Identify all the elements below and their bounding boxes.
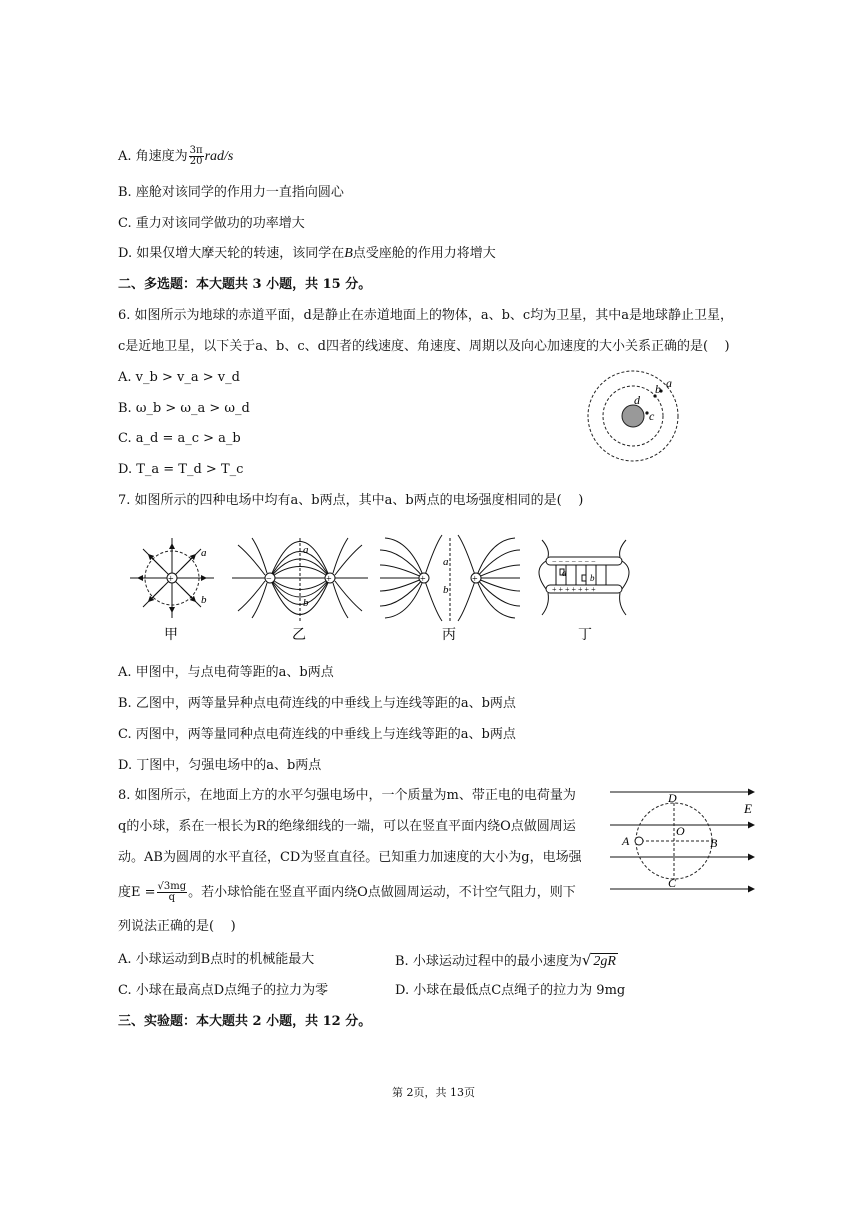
label-c: c — [649, 409, 655, 423]
label-B: B — [710, 836, 718, 850]
q8-line4-post: 。若小球恰能在竖直平面内绕O点做圆周运动，不计空气阻力，则下 — [188, 885, 576, 900]
q8-line4-pre: 度E = — [118, 885, 156, 900]
q5-option-a-unit: rad/s — [204, 149, 234, 164]
q8-stem-line1: 8. 如图所示，在地面上方的水平匀强电场中，一个质量为m、带正电的电荷量为 — [118, 788, 576, 803]
caption-bing: 丙 — [442, 628, 456, 643]
q7-figure-yi — [230, 535, 370, 645]
q6-stem-line1: 6. 如图所示为地球的赤道平面，d是静止在赤道地面上的物体，a、b、c均为卫星，其中a是地球静止卫星， — [118, 308, 733, 323]
q8-stem-line2: q的小球，系在一根长为R的绝缘细线的一端，可以在竖直平面内绕O点做圆周运 — [118, 819, 576, 834]
q5-option-d-text: D. 如果仅增大摩天轮的转速，该同学在 — [118, 246, 345, 261]
q8-option-a: A. 小球运动到B点时的机械能最大 — [118, 952, 315, 967]
label-b: b — [655, 382, 661, 396]
q7-option-d: D. 丁图中，匀强电场中的a、b两点 — [118, 758, 322, 773]
q8-stem-line4 — [118, 882, 576, 903]
label-O: O — [676, 824, 685, 838]
svg-text:a: a — [303, 544, 309, 556]
q7-figure-ding — [532, 535, 632, 645]
q8-option-b-text: B. 小球运动过程中的最小速度为 — [395, 954, 582, 969]
label-a: a — [666, 376, 672, 390]
sqrt-sign: √ — [581, 951, 592, 969]
svg-text:+: + — [326, 574, 332, 585]
q8-circle-figure — [608, 787, 758, 897]
earth — [622, 405, 644, 427]
q8-option-b — [395, 951, 618, 971]
fraction-denominator: q — [168, 892, 176, 903]
fraction-numerator: 3π — [189, 145, 203, 156]
caption-jia: 甲 — [164, 628, 178, 643]
q5-option-a — [118, 146, 233, 167]
caption-ding: 丁 — [578, 628, 592, 643]
q8-efield-fraction — [157, 882, 188, 903]
q8-option-d: D. 小球在最低点C点绳子的拉力为 9mg — [395, 983, 626, 998]
q6-stem-line2: c是近地卫星，以下关于a、b、c、d四者的线速度、角速度、周期以及向心加速度的大小关系正确的是( ) — [118, 339, 730, 354]
svg-text:a: a — [562, 568, 567, 578]
q5-option-c: C. 重力对该同学做功的功率增大 — [118, 216, 305, 231]
label-E: E — [744, 801, 752, 816]
svg-text:a: a — [443, 556, 449, 568]
svg-text:b: b — [201, 594, 207, 606]
q5-option-a-text: A. 角速度为 — [118, 149, 188, 164]
q5-option-a-fraction — [189, 146, 204, 167]
svg-text:a: a — [201, 547, 207, 559]
caption-yi: 乙 — [292, 628, 306, 643]
svg-text:− − − − − − −: − − − − − − − — [552, 557, 596, 566]
q6-orbit-figure — [585, 368, 685, 468]
sqrt-radicand: 2gR — [593, 954, 616, 969]
svg-text:+: + — [420, 574, 426, 585]
q8-option-c: C. 小球在最高点D点绳子的拉力为零 — [118, 983, 329, 998]
q7-option-c: C. 丙图中，两等量同种点电荷连线的中垂线上与连线等距的a、b两点 — [118, 727, 516, 742]
svg-text:+: + — [168, 574, 174, 585]
svg-text:b: b — [590, 573, 595, 583]
section-2-heading: 二、多选题：本大题共 3 小题，共 15 分。 — [118, 277, 372, 292]
q5-option-d-text-2: 点受座舱的作用力将增大 — [352, 246, 496, 261]
svg-text:+ + + + + + +: + + + + + + + — [552, 585, 596, 594]
q6-option-b: B. ω_b > ω_a > ω_d — [118, 401, 250, 416]
q7-option-a: A. 甲图中，与点电荷等距的a、b两点 — [118, 665, 334, 680]
q6-option-c: C. a_d = a_c > a_b — [118, 431, 241, 446]
svg-text:−: − — [266, 574, 272, 585]
q7-stem: 7. 如图所示的四种电场中均有a、b两点，其中a、b两点的电场强度相同的是( ) — [118, 493, 584, 508]
q6-option-a: A. v_b > v_a > v_d — [118, 370, 240, 385]
q8-stem-line5: 列说法正确的是( ) — [118, 919, 236, 934]
fraction-numerator: √3mg — [157, 881, 187, 892]
q5-option-b: B. 座舱对该同学的作用力一直指向圆心 — [118, 185, 344, 200]
q7-figure-bing — [380, 535, 520, 645]
q6-option-d: D. T_a = T_d > T_c — [118, 462, 244, 477]
svg-text:+: + — [472, 574, 478, 585]
section-3-heading: 三、实验题：本大题共 2 小题，共 12 分。 — [118, 1014, 372, 1029]
q7-option-b: B. 乙图中，两等量异种点电荷连线的中垂线上与连线等距的a、b两点 — [118, 696, 516, 711]
label-D: D — [668, 791, 677, 805]
svg-text:b: b — [303, 597, 309, 609]
q5-option-d — [118, 245, 496, 263]
q8-stem-line3: 动。AB为圆周的水平直径，CD为竖直直径。已知重力加速度的大小为g，电场强 — [118, 850, 582, 865]
label-d: d — [634, 393, 640, 407]
svg-text:b: b — [443, 584, 449, 596]
label-A: A — [622, 834, 630, 848]
fraction-denominator: 20 — [189, 156, 203, 167]
q5-option-d-var: B — [344, 246, 353, 261]
page-footer: 第 2页，共 13页 — [392, 1086, 475, 1099]
q7-figure-jia — [126, 535, 221, 645]
label-C: C — [668, 876, 677, 890]
